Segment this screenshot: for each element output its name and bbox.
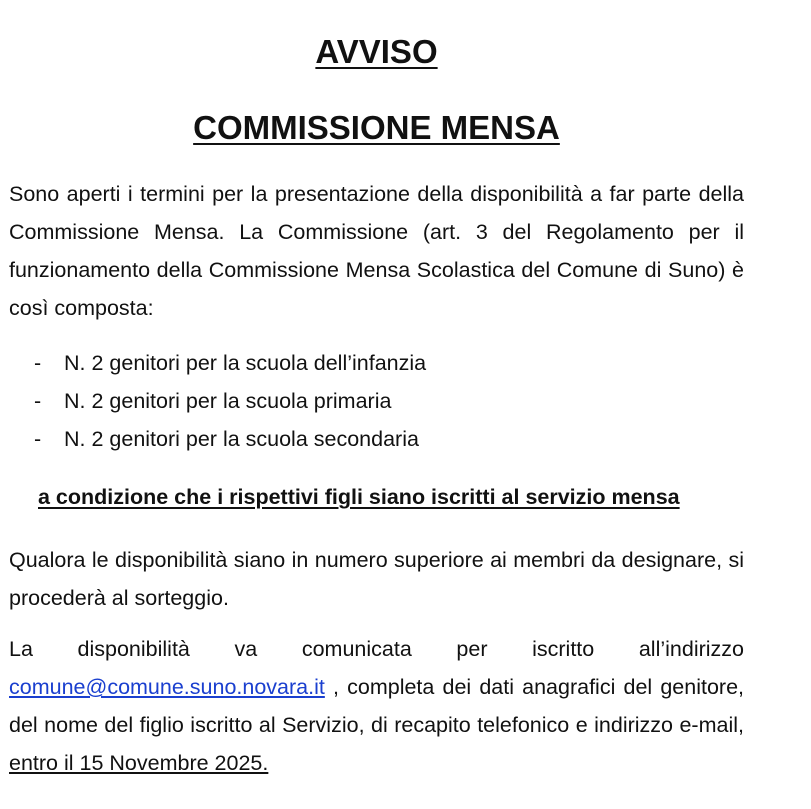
list-item — [34, 344, 734, 382]
contact-paragraph — [9, 630, 744, 782]
notice-subtitle: COMMISSIONE MENSA — [193, 109, 560, 146]
condition-statement: a condizione che i rispettivi figli siano iscritti al servizio mensa — [38, 485, 680, 509]
contact-details: , completa dei dati anagrafici del genitore, del nome del figlio iscritto al Servizio, di recapito telefonico e indirizzo e-mail, — [9, 675, 744, 737]
email-link[interactable]: comune@comune.suno.novara.it — [9, 675, 325, 699]
list-item — [34, 420, 734, 458]
list-item — [34, 382, 734, 420]
intro-paragraph: Sono aperti i termini per la presentazione della disponibilità a far parte della Commissione Mensa. La Commissione (art. 3 del Regolamento per il funzionamento della Commissione Mensa Scolastica del Comune di Suno) è così composta: — [9, 182, 744, 320]
list-item-text: N. 2 genitori per la scuola dell’infanzia — [64, 351, 427, 375]
list-dash: - — [34, 389, 42, 413]
list-dash: - — [34, 351, 42, 375]
draw-paragraph: Qualora le disponibilità siano in numero superiore ai membri da designare, si procederà al sorteggio. — [9, 548, 744, 610]
list-item-text: N. 2 genitori per la scuola secondaria — [64, 427, 419, 451]
list-item-text: N. 2 genitori per la scuola primaria — [64, 389, 392, 413]
contact-lead: La disponibilità va comunicata per iscritto all’indirizzo — [9, 637, 744, 661]
list-dash: - — [34, 427, 42, 451]
composition-list — [34, 344, 734, 458]
deadline-text: entro il 15 Novembre 2025. — [9, 751, 269, 775]
notice-title: AVVISO — [315, 33, 438, 70]
